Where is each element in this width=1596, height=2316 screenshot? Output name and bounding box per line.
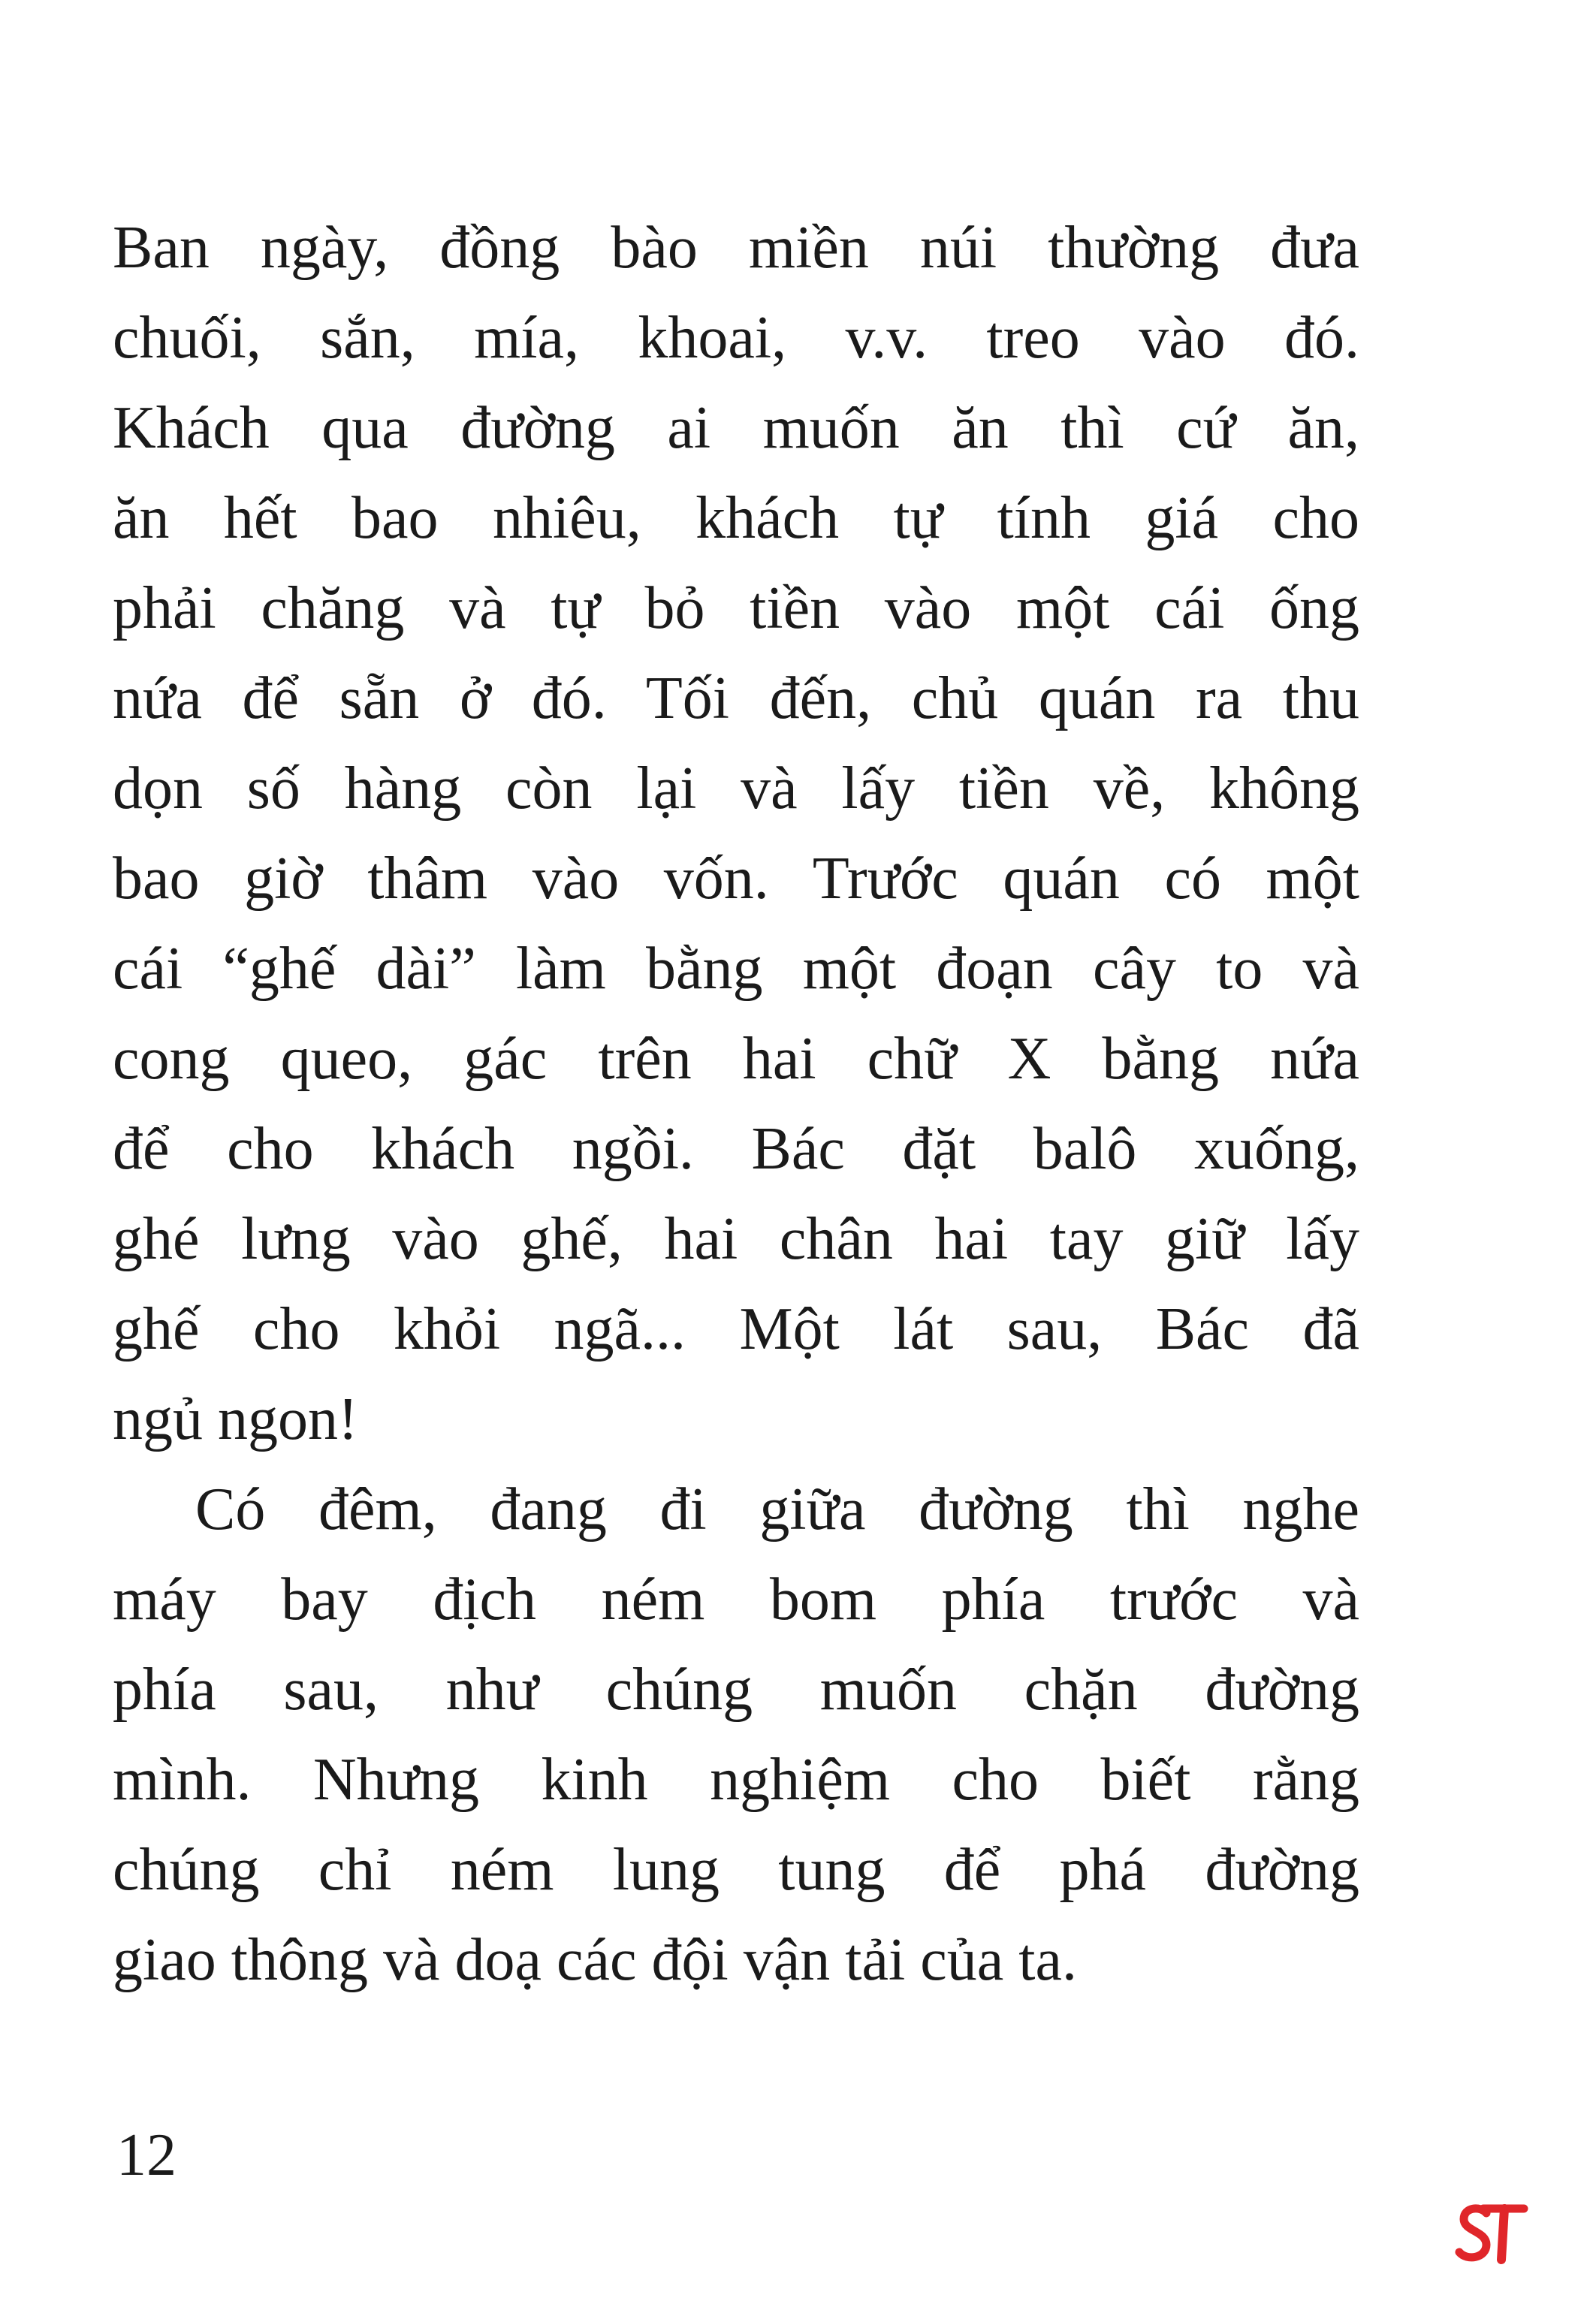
text-line: nứa để sẵn ở đó. Tối đến, chủ quán ra thu [113, 665, 1359, 731]
text-line: mình. Nhưng kinh nghiệm cho biết rằng [113, 1747, 1359, 1813]
text-line: ngủ ngon! [113, 1386, 358, 1452]
text-line: máy bay địch ném bom phía trước và [113, 1567, 1359, 1633]
text-line: Khách qua đường ai muốn ăn thì cứ ăn, [113, 395, 1359, 461]
text-line: Ban ngày, đồng bào miền núi thường đưa [113, 215, 1359, 281]
page-number: 12 [116, 2122, 176, 2188]
text-line: bao giờ thâm vào vốn. Trước quán có một [113, 846, 1359, 912]
text-line: phía sau, như chúng muốn chặn đường [113, 1657, 1359, 1723]
text-line: dọn số hàng còn lại và lấy tiền về, không [113, 755, 1359, 822]
text-line: để cho khách ngồi. Bác đặt balô xuống, [113, 1116, 1359, 1182]
text-line: chuối, sắn, mía, khoai, v.v. treo vào đó. [113, 305, 1359, 371]
page-body [113, 203, 1359, 2005]
text-line: giao thông và doạ các đội vận tải của ta. [113, 1927, 1077, 1993]
logo-letter-t-stem [1501, 2209, 1504, 2260]
text-line: phải chăng và tự bỏ tiền vào một cái ống [113, 575, 1359, 641]
paragraph-2 [113, 1464, 1359, 2005]
logo-letter-s [1459, 2209, 1486, 2257]
text-line: ghế cho khỏi ngã... Một lát sau, Bác đã [113, 1296, 1359, 1362]
text-line: Có đêm, đang đi giữa đường thì nghe [195, 1476, 1359, 1542]
text-line: ghé lưng vào ghế, hai chân hai tay giữ lấy [113, 1206, 1359, 1272]
text-line: ăn hết bao nhiêu, khách tự tính giá cho [113, 485, 1359, 551]
text-line: chúng chỉ ném lung tung để phá đường [113, 1837, 1359, 1903]
text-line: cái “ghế dài” làm bằng một đoạn cây to và [113, 936, 1359, 1002]
paragraph-1 [113, 203, 1359, 1464]
text-line: cong queo, gác trên hai chữ X bằng nứa [113, 1026, 1359, 1092]
publisher-logo-icon [1453, 2197, 1528, 2272]
